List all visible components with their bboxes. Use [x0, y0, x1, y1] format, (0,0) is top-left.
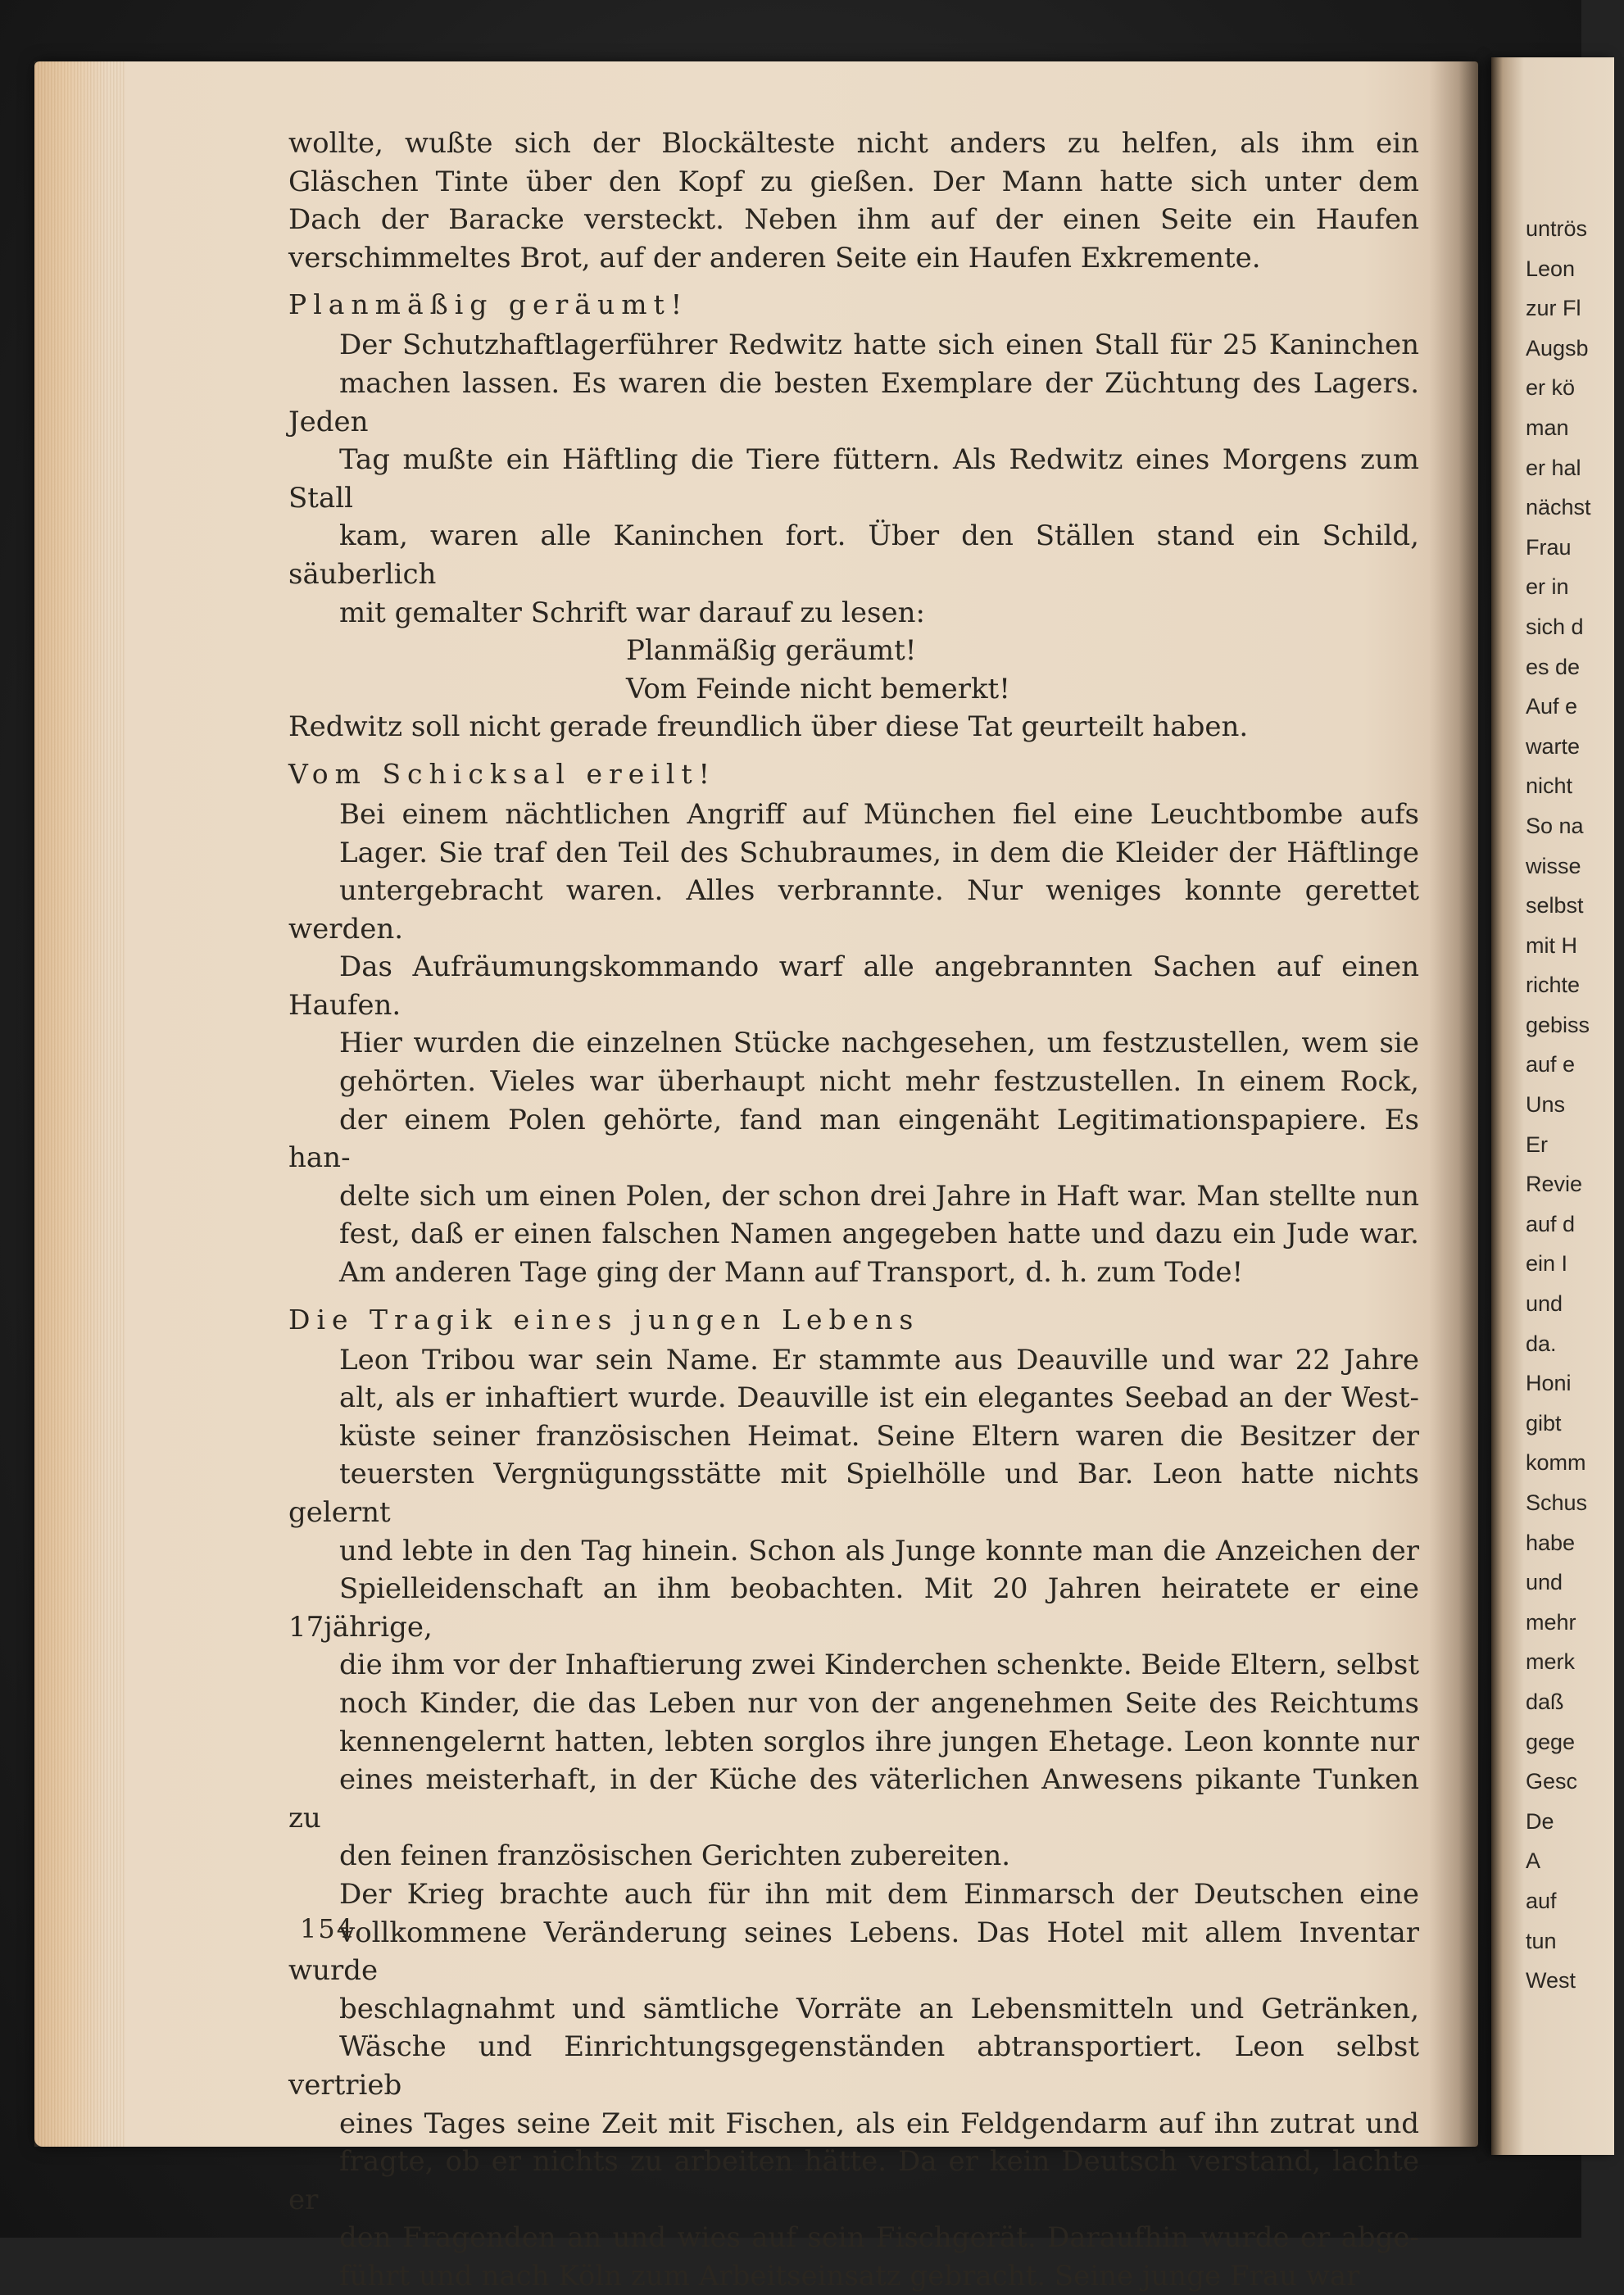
text-line: und lebte in den Tag hinein. Schon als Junge konnte man die Anzeichen der — [339, 1534, 1419, 1567]
text-line: Wäsche und Einrichtungsgegenständen abtransportiert. Leon selbst vertrieb — [288, 2030, 1419, 2102]
text-line: noch Kinder, die das Leben nur von der angenehmen Seite des Reichtums — [339, 1686, 1419, 1720]
text-line: Lager. Sie traf den Teil des Schubraumes, in dem die Kleider der Häftlinge — [339, 836, 1419, 869]
right-page-fragment: er hal — [1526, 455, 1581, 480]
text-line: Gläschen Tinte über den Kopf zu gießen. Der Mann hatte sich unter dem — [288, 165, 1419, 198]
right-page-fragment: nicht — [1526, 773, 1573, 799]
text-line: Hier wurden die einzelnen Stücke nachgesehen, um festzustellen, wem sie — [339, 1027, 1419, 1060]
right-page-fragment: daß — [1526, 1689, 1564, 1714]
right-page-fragment: Schus — [1526, 1490, 1588, 1515]
right-page-fragment: komm — [1526, 1450, 1586, 1476]
right-page-fragment: richte — [1526, 973, 1581, 998]
right-page-fragment: nächst — [1526, 495, 1591, 520]
text-line: Dach der Baracke versteckt. Neben ihm auf der einen Seite ein Haufen — [288, 203, 1419, 237]
right-page-fragment: auf e — [1526, 1052, 1576, 1077]
section-heading: Vom Schicksal ereilt! — [288, 757, 716, 790]
right-page-fragment: West — [1526, 1968, 1576, 1993]
right-page-fragment: habe — [1526, 1530, 1576, 1555]
right-page-fragment: A — [1526, 1848, 1541, 1874]
paragraph — [288, 796, 1419, 1292]
right-page-fragment: Uns — [1526, 1092, 1566, 1118]
sign-inscription — [288, 632, 1419, 708]
text-line: küste seiner französischen Heimat. Seine Eltern waren die Besitzer der — [339, 1419, 1419, 1453]
section-heading: Planmäßig geräumt! — [288, 288, 689, 321]
right-page-fragment: da. — [1526, 1331, 1557, 1356]
paragraph — [288, 1341, 1419, 1875]
right-page-fragment: sich d — [1526, 614, 1584, 639]
right-page-fragment: So na — [1526, 813, 1584, 838]
text-line: führt und nach Köln zum Arbeitseinsatz gebracht. Seine junge Frau war — [339, 2259, 1360, 2293]
right-page-fragment: und — [1526, 1570, 1563, 1595]
right-page-fragment: Gesc — [1526, 1769, 1578, 1794]
right-page-fragment: untrös — [1526, 216, 1588, 241]
right-page-fragment: Auf e — [1526, 694, 1578, 719]
text-line: den feinen französischen Gerichten zubereiten. — [339, 1839, 1011, 1873]
text-line: beschlagnahmt und sämtliche Vorräte an Lebensmitteln und Getränken, — [339, 1992, 1419, 2025]
text-line: Spielleidenschaft an ihm beobachten. Mit 20 Jahren heiratete er eine 17jährige, — [288, 1572, 1419, 1644]
text-line: Bei einem nächtlichen Angriff auf München fiel eine Leuchtbombe aufs — [339, 797, 1419, 831]
text-line: der einem Polen gehörte, fand man eingenäht Legitimationspapiere. Es han- — [288, 1103, 1419, 1175]
section-heading: Die Tragik eines jungen Lebens — [288, 1303, 920, 1336]
right-page-fragment: es de — [1526, 654, 1581, 679]
right-page-fragment: Frau — [1526, 534, 1572, 560]
right-page-fragment: auf — [1526, 1888, 1557, 1913]
text-line: vollkommene Veränderung seines Lebens. Das Hotel mit allem Inventar wurde — [288, 1916, 1419, 1988]
right-page-fragment: De — [1526, 1808, 1554, 1834]
page-text-block — [288, 125, 1419, 2295]
right-page-fragment: mit H — [1526, 932, 1577, 958]
text-line: den Fragenden an und wies auf sein Fischgerät. Daraufhin wurde er abge- — [339, 2221, 1419, 2255]
text-line: Das Aufräumungskommando warf alle angebrannten Sachen auf einen Haufen. — [288, 950, 1419, 1022]
right-page-fragment: Augsb — [1526, 335, 1589, 361]
paragraph — [288, 708, 1419, 746]
text-line: fragte, ob er nichts zu arbeiten hätte. Da er kein Deutsch verstand, lachte er — [288, 2145, 1419, 2216]
right-page-fragment: merk — [1526, 1649, 1575, 1675]
page-gutter-shadow — [1429, 61, 1478, 2147]
text-line: untergebracht waren. Alles verbrannte. Nur weniges konnte gerettet werden. — [288, 874, 1419, 946]
right-page-fragment: gebiss — [1526, 1012, 1590, 1037]
text-line: alt, als er inhaftiert wurde. Deauville ist ein elegantes Seebad an der West- — [339, 1381, 1419, 1415]
right-page-fragment: wisse — [1526, 853, 1581, 878]
text-line: fest, daß er einen falschen Namen angegeben hatte und dazu ein Jude war. — [339, 1218, 1419, 1251]
right-page-fragment: und — [1526, 1291, 1563, 1317]
text-line: teuersten Vergnügungsstätte mit Spielhölle und Bar. Leon hatte nichts gelernt — [288, 1458, 1419, 1529]
paragraph — [288, 326, 1419, 632]
text-line: mit gemalter Schrift war darauf zu lesen: — [339, 596, 925, 629]
inscription-line: Planmäßig geräumt! — [626, 634, 917, 668]
text-line: Am anderen Tage ging der Mann auf Transport, d. h. zum Tode! — [339, 1256, 1244, 1290]
right-page-fragment: warte — [1526, 733, 1581, 759]
text-line: Redwitz soll nicht gerade freundlich über diese Tat geurteilt haben. — [288, 710, 1249, 744]
page-number: 154 — [300, 1913, 356, 1944]
right-page-text-fragments — [1526, 209, 1624, 2001]
text-line: wollte, wußte sich der Blockälteste nicht anders zu helfen, als ihm ein — [288, 127, 1419, 160]
paragraph — [288, 125, 1419, 277]
right-page-fragment: zur Fl — [1526, 296, 1581, 321]
text-line: gehörten. Vieles war überhaupt nicht mehr festzustellen. In einem Rock, — [339, 1065, 1419, 1099]
right-page-fragment: man — [1526, 415, 1569, 440]
right-page-fragment: er kö — [1526, 375, 1576, 401]
text-line: verschimmeltes Brot, auf der anderen Seite ein Haufen Exkremente. — [288, 241, 1261, 274]
right-page-fragment: Leon — [1526, 256, 1576, 281]
text-line: Der Krieg brachte auch für ihn mit dem Einmarsch der Deutschen eine — [339, 1877, 1419, 1911]
text-line: Tag mußte ein Häftling die Tiere füttern. Als Redwitz eines Morgens zum Stall — [288, 443, 1419, 515]
right-page-fragment: mehr — [1526, 1609, 1576, 1635]
right-book-page — [1491, 57, 1614, 2155]
text-line: kennengelernt hatten, lebten sorglos ihre jungen Ehetage. Leon konnte nur — [339, 1725, 1419, 1758]
right-page-fragment: ein I — [1526, 1251, 1568, 1277]
text-line: Der Schutzhaftlagerführer Redwitz hatte sich einen Stall für 25 Kaninchen — [339, 329, 1419, 362]
text-line: kam, waren alle Kaninchen fort. Über den Ställen stand ein Schild, säuberlich — [288, 519, 1419, 591]
right-page-fragment: tun — [1526, 1928, 1557, 1953]
right-page-fragment: Honi — [1526, 1371, 1572, 1396]
text-line: eines meisterhaft, in der Küche des väterlichen Anwesens pikante Tunken zu — [288, 1763, 1419, 1835]
text-line: eines Tages seine Zeit mit Fischen, als ein Feldgendarm auf ihn zutrat und — [339, 2107, 1419, 2140]
page-edge-stack — [34, 61, 125, 2147]
text-line: die ihm vor der Inhaftierung zwei Kinderchen schenkte. Beide Eltern, selbst — [339, 1649, 1419, 1682]
paragraph — [288, 1875, 1419, 2295]
right-page-fragment: er in — [1526, 574, 1569, 600]
right-page-fragment: Er — [1526, 1132, 1548, 1157]
text-line: delte sich um einen Polen, der schon drei Jahre in Haft war. Man stellte nun — [339, 1179, 1419, 1213]
right-page-fragment: gege — [1526, 1729, 1576, 1754]
right-page-fragment: gibt — [1526, 1410, 1562, 1436]
right-page-fragment: auf d — [1526, 1211, 1576, 1236]
inscription-line: Vom Feinde nicht bemerkt! — [626, 672, 1010, 705]
text-line: Leon Tribou war sein Name. Er stammte aus Deauville und war 22 Jahre — [339, 1343, 1419, 1377]
text-line: machen lassen. Es waren die besten Exemplare der Züchtung des Lagers. Jeden — [288, 366, 1419, 438]
right-page-fragment: selbst — [1526, 893, 1584, 918]
right-page-fragment: Revie — [1526, 1172, 1583, 1197]
